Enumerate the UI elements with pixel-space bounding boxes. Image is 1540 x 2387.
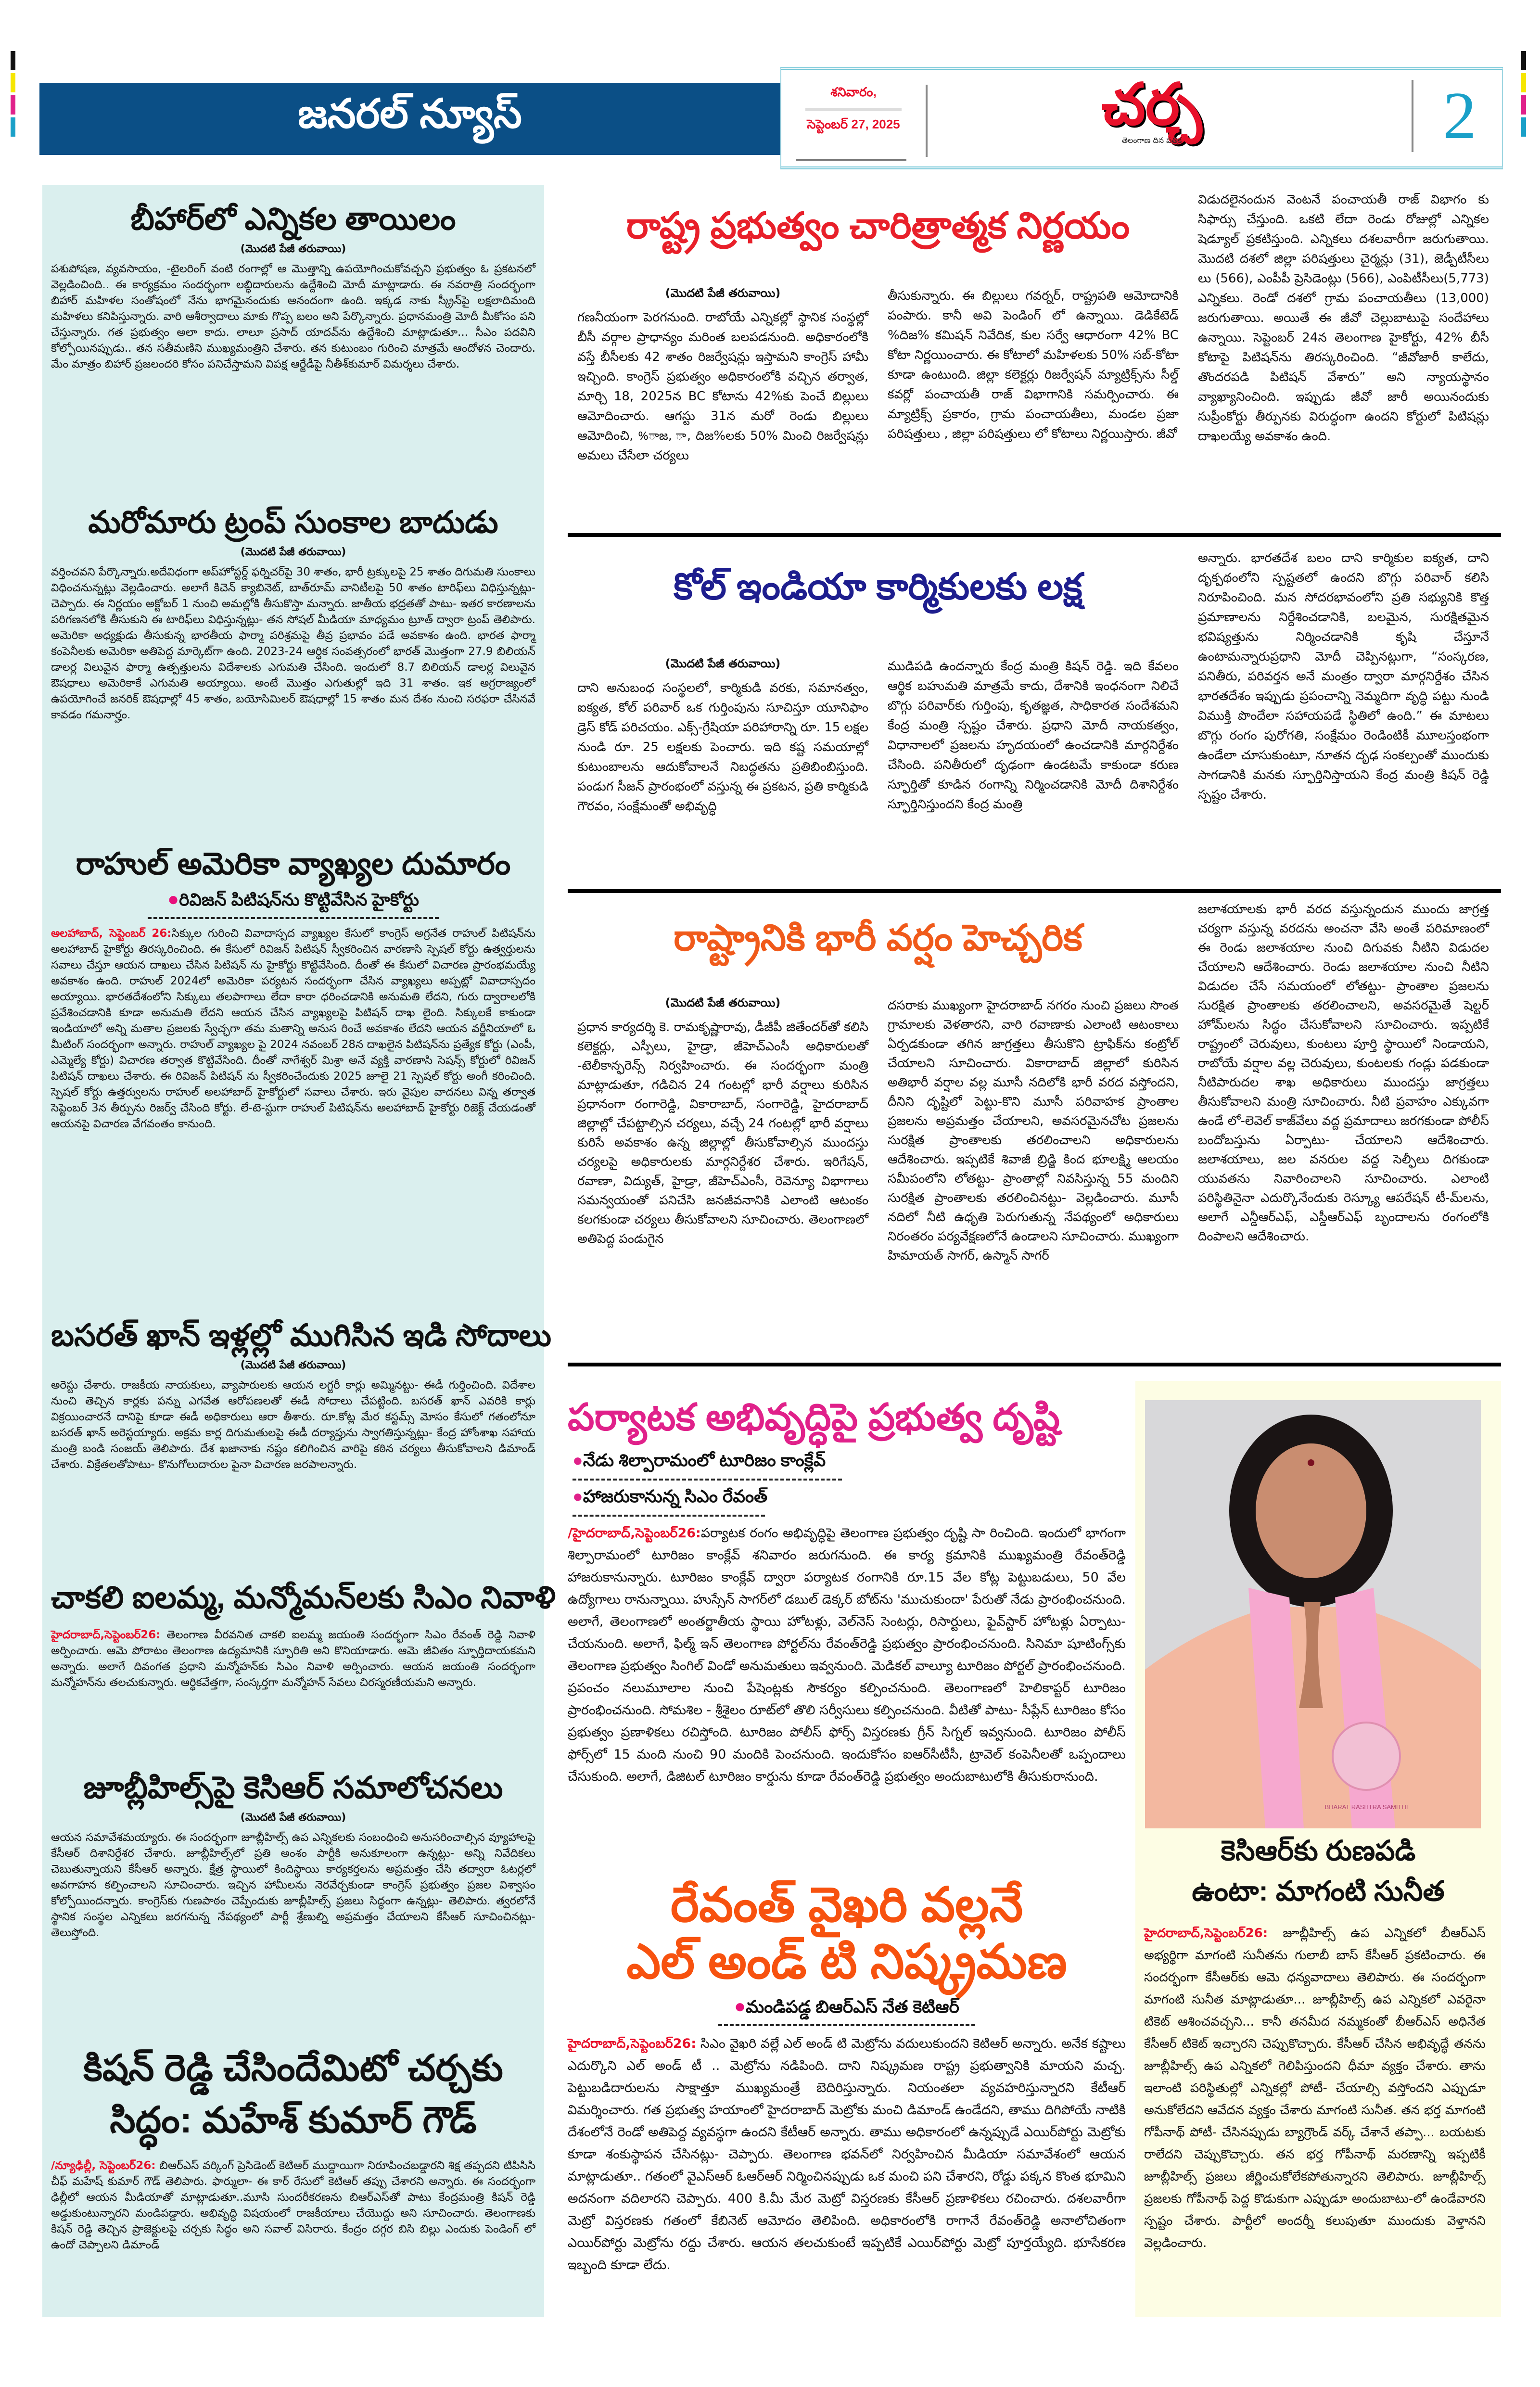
article-jubilee-hills-kcr [51,1768,535,1941]
article-column-1: దాని అనుబంధ సంస్థలలో, కార్మికుడి వరకు, సమానత్వం, ఐక్యత, కోల్ పరివార్ ఒక గుర్తింపును సూచిస్తూ యూనిఫాం డ్రెస్ కోడ్ పరిచయం. ఎక్స్-గ్రేషియా పరిహారాన్ని రూ. 15 లక్షల నుండి రూ. 25 లక్షలకు పెంచారు. ఇది కష్ట సమయాల్లో కుటుంబాలను ఆదుకోవాలనే నిబద్ధతను ప్రతిబింబిస్తుంది. పండుగ సీజన్ ప్రారంభంలో వస్తున్న ఈ ప్రకటన, ప్రతి కార్మికుడి గౌరవం, సంక్షేమంతో అభివృద్ధి [577,681,868,814]
body-text: పర్యాటక రంగం అభివృద్ధిపై తెలంగాణ ప్రభుత్వం దృష్టి సా రించింది. ఇందులో భాగంగా శిల్పారామంలో టూరిజం కాంక్లేవ్ శనివారం జరుగనుంది. ఈ కార్య క్రమానికి ముఖ్యమంత్రి రేవంత్‌రెడ్డి హాజరుకానున్నారు. టూరిజం కాంక్లేవ్ ద్వారా పర్యాటక రంగానికి రూ.15 వేల కోట్ల పెట్టుబడులు, 50 వేల ఉద్యోగాలు రానున్నాయి. హుస్సేన్ సాగర్‌లో డబుల్ డెక్కర్ బోట్‌ను 'ముచుకుందా' పేరుతో నేడు ప్రారంభించనుంది. అలాగే, తెలంగాణలో అంతర్జాతీయ స్థాయి హోటళ్లు, వెల్‌నెస్ సెంటర్లు, రిసార్టులు, ఫైవ్‌స్టార్ హోటళ్లు ఏర్పాటు- చేయనుంది. అలాగే, ఫిల్మ్ ఇన్ తెలంగాణ పోర్టల్‌ను రేవంత్‌రెడ్డి ప్రభుత్వం ప్రారంభించనుంది. సినిమా షూటింగ్స్‌కు తెలంగాణ ప్రభుత్వం సింగిల్ విండో అనుమతులు ఇవ్వనుంది. మెడికల్ వాల్యూ టూరిజం పోర్టల్ ప్రారంభించనుంది. ప్రపంచం నలుమూలాల నుంచి పేషెంట్లకు సౌకర్యం కల్పించనుంది. తెలంగాణలో హెలికాప్టర్ టూరిజం ప్రారంభించనుంది. సోమశిల - శ్రీశైలం రూట్‌లో తొలి సర్వీసులు కల్పించనుంది. వీటితో పాటు- సీప్లేన్ టూరిజం కోసం ప్రభుత్వం ప్రణాళికలు రచిస్తోంది. టూరిజం పోలీస్ ఫోర్స్ విస్తరణకు గ్రీన్ సిగ్నల్ ఇవ్వనుంది. టూరిజం పోలీస్ ఫోర్స్‌లో 15 మంది నుంచి 90 మందికి పెంచనుంది. ఇందుకోసం ఐఆర్‌సీటీసీ, ట్రావెల్ కంపెనీలతో ఒప్పందాలు చేసుకుంది. అలాగే, డిజిటల్ టూరిజం కార్డును కూడా రేవంత్‌రెడ్డి ప్రభుత్వం అందుబాటులోకి తీసుకురానుంది. [568,1526,1126,1784]
subheadline [568,1996,1126,2021]
article-body [51,926,535,1132]
bullet-point [573,1486,1126,1511]
divider [568,889,1501,893]
continued-label: (మొదటి పేజీ తరువాయి) [665,996,781,1009]
logo-tagline: తెలంగాణ దిన పత్రిక [1121,136,1182,145]
article-kishan-reddy [51,2042,535,2253]
headline: రాహుల్ అమెరికా వ్యాఖ్యల దుమారం [76,846,511,881]
divider [573,1515,765,1517]
dateline: హైదరాబాద్,సెప్టెంబర్26: [568,2036,696,2051]
article-tourism [568,1391,1126,1788]
headline-line-2: ఉంటా: మాగంటి సునీత [1192,1876,1445,1907]
body-text: తెలంగాణ వీరవనిత చాకలి ఐలమ్మ జయంతి సందర్భంగా సిఎం రేవంత్ రెడ్డి నివాళి అర్పించారు. ఆమె పోరాటం తెలంగాణ ఉద్యమానికి స్ఫూరితి అని కొనియాడారు. ఆమె జీవితం స్ఫూర్తిదాయకమని అన్నారు. అలాగే దివంగత ప్రధాని మన్మోహన్‌కు సిఎం నివాళి అర్పించారు. ఆయన జయంతి సందర్భంగా మన్మోహన్‌ను తలచుకున్నారు. ఆర్థికవేత్తగా, సంస్కర్తగా మన్మోహన్ సేవలు చిరస్మరణీయమని అన్నారు. [51,1629,535,1689]
headline: జూబ్లీహిల్స్‌పై కెసిఆర్ సమాలోచనలు [83,1770,503,1805]
body-text: సిఎం వైఖరి వల్లే ఎల్ అండ్ టి మెట్రోను వదులుకుందని కెటిఆర్ అన్నారు. అనేక కష్టాలు ఎదుర్కొని ఎల్ అండ్ టీ .. మెట్రోను నడిపింది. దాని నిష్క్రమణ రాష్ట్ర ప్రభుత్వానికి మాయని మచ్చ. పెట్టుబడిదారులను సాక్షాత్తూ ముఖ్యమంత్రే బెదిరిస్తున్నారు. నియంతలా వ్యవహరిస్తున్నారని కేటీఆర్ విమర్శించారు. గత ప్రభుత్వ హయాంలో హైదరాబాద్ మెట్రోకు మంచి డిమాండ్ ఉండేదని, తాము దిగిపోయే నాటికి దేశంలోనే రెండో అతిపెద్ద వ్యవస్థగా ఉందని కేటీఆర్ అన్నారు. తాము అధికారంలో ఉన్నప్పుడే ఎయిర్‌పోర్టు మెట్రోకు కూడా శంకుస్థాపన చేసినట్లు- చెప్పారు. తెలంగాణ భవన్‌లో నిర్వహించిన మీడియా సమావేశంలో ఆయన మాట్లాడుతూ.. గతంలో వైఎస్ఆర్ ఓఆర్ఆర్ నిర్మించినప్పుడు ఒక మంచి పని చేశారని, రోడ్డు పక్కన కొంత భూమిని అదనంగా వదిలారని చెప్పారు. 400 కి.మీ మేర మెట్రో విస్తరణకు కేసీఆర్ ప్రణాళికలు రచించారు. దశలవారీగా మెట్రో విస్తరణకు గతంలో కేబినెట్ ఆమోదం తెలిపింది. అధికారంలోకి రాగానే రేవంత్‌రెడ్డి అనాలోచితంగా ఎయిర్‌పోర్టు మెట్రోను రద్దు చేశారు. ఆయన తలచుకుంటే ఇప్పటికే ఎయిర్‌పోర్టు మెట్రో పూర్తయ్యేది. భూసేకరణ ఇబ్బంది కూడా లేదు. [568,2036,1126,2272]
article-body: పశుపోషణ, వ్యవసాయం, -టైలరింగ్ వంటి రంగాల్లో ఆ మొత్తాన్ని ఉపయోగించుకోవచ్చని ప్రభుత్వం ఓ ప్రకటనలో వెల్లడించింది.. ఈ కార్యక్రమం సందర్భంగా లబ్ధిదారులను ఉద్దేశించి మోదీ మాట్లాడారు. ఈ నవరాత్రి సందర్భంగా బిహార్ మహిళల సంతోషంలో నేను భాగమైనందుకు ఆనందంగా ఉంది. ఇక్కడ నాకు స్క్రీన్‌పై లక్షలాదిమంది మహిళలు కనిపిస్తున్నారు. వారి ఆశీర్వాదాలు మాకు గొప్ప బలం అని పేర్కొన్నారు. ప్రధానమంత్రి మోదీ మీకోసం పని చేస్తున్నారు. గత ప్రభుత్వం అలా కాదు. లాలూ ప్రసాద్ యాదవ్‌ను ఉద్దేశించి మాట్లాడుతూ... సీఎం పదవిని కోల్పోయినప్పుడు.. తన సతీమణిని ముఖ్యమంత్రిని చేశారు. తన కుటుంబం గురించి మాత్రమే ఆందోళన చెందారు. మేం మాత్రం బిహార్ ప్రజలందరి కోసం పనిచేస్తామని విపక్ష ఆర్జేడీపై నీతీశ్‌కుమార్ విమర్శలు చేశారు. [51,263,535,370]
continued-label: (మొదటి పేజీ తరువాయి) [240,1812,346,1824]
divider [805,108,902,111]
article-column-3: విడుదలైనందున వెంటనే పంచాయతీ రాజ్ విభాగం కు సిఫార్సు చేస్తుంది. ఒకటి లేదా రెండు రోజుల్లో ఎన్నికల షెడ్యూల్ ప్రకటిస్తుంది. ఎన్నికలు దశలవారీగా జరుగుతాయి. మొదటి దశలో జిల్లా పరిషత్తులు చైర్మన్లు (31), జెడ్పీటీసీలు లు (566), ఎంపీపీ ప్రెసిడెంట్లు (566), ఎంపిటీసీలు(5,773) ఎన్నికలు. రెండో దశలో గ్రామ పంచాయతీలు (13,000) జరుగుతాయి. అయితే ఈ జీవో చెల్లుబాటుపై సందేహాలు ఉన్నాయి. సెప్టెంబర్ 24న తెలంగాణ హైకోర్టు, 42% బీసీ కోటాపై పిటిషన్‌ను తిరస్కరించింది. “జీవోజారీ కాలేదు, తొందరపడి పిటిషన్ వేశారు” అని న్యాయస్థానం వ్యాఖ్యానించింది. ఇప్పుడు జీవో జారీ అయినందుకు సుప్రీంకోర్టు తీర్పునకు విరుద్ధంగా ఉందని కోర్టులో పిటిషన్లు దాఖలయ్యే అవకాశం ఉంది. [1198,192,1489,444]
bullet-icon: ● [573,1486,583,1506]
divider [926,85,928,157]
body-text: సిక్కుల గురించి వివాదాస్పద వ్యాఖ్యల కేసులో కాంగ్రెస్ అగ్రనేత రాహుల్ పిటిషన్‌ను అలహాబాద్ హైకోర్టు తిరస్కరించింది. ఈ కేసులో రివిజన్ పిటిషన్ స్వీకరించిన వారణాసి స్పెషల్ కోర్టు ఉత్వర్తులను సవాలు చేస్తూ ఆయన దాఖలు చేసిన పిటిషన్ ను హైకోర్టు కొట్టివేసింది. దీంతో ఈ కేసులో విచారణ ప్రారంభమయ్యే అవకాశం ఉంది. రాహుల్ 2024లో అమెరికా పర్యటన సందర్భంగా చేసిన వ్యాఖ్యలు అప్పట్లో వివాదాస్పదం అయ్యాయి. భారతదేశంలోని సిక్కులు తలపాగాలు లేదా కారా ధరించడానికి అనుమతి లేదని, గురు ద్వారాలలోకి ప్రవేశించడానికి కూడా అనుమతి లేదని ఆయన చేసిన వ్యాఖ్యలపై పిటిషన్ దాఖ లైంది. సిక్కులకే కాకుండా ఇండియాలో అన్ని మతాల ప్రజలకు స్వేచ్ఛగా తమ మతాన్ని అనుస రించే అవకాశం లేదని ఆయన వర్జీనియాలో ఓ మీటింగ్ సందర్భంగా అన్నారు. రాహుల్ వ్యాఖ్యల పై 2024 నవంబర్ 28న దాఖలైన పిటిషన్‌ను ప్రత్యేక కోర్టు (ఎంపీ, ఎమ్మెల్యే కోర్టు) విచారణ తర్వాత కొట్టివేసింది. దీంతో నాగేశ్వర్ మిశ్రా అనే వ్యక్తి వారణాసి సెషన్స్ కోర్టులో రివిజన్ పిటిషన్ దాఖలు చేశారు. ఈ రివిజన్ పిటిషన్ ను స్వీకరించేందుకు 2025 జూలై 21 స్పెషల్ కోర్టు అంగీ కరించింది. స్పెషల్ కోర్టు ఉత్తర్వులను రాహుల్ అలహాబాద్ హైకోర్టులో సవాలు చేశారు. ఇరు వైపుల వాదనలు విన్న తర్వాత సెప్టెంబర్ 3న తీర్పును రిజర్వ్ చేసింది కోర్టు. లే-టె-స్టుగా రాహుల్ పిటిషన్‌ను అలహాబాద్ హైకోర్టు రిజెక్ట్ చేయడంతో ఆయనపై విచారణ వేగవంతం కానుంది. [51,927,535,1130]
article-body: వర్తించవని పేర్కొన్నారు.అదేవిధంగా అప్‌హోస్టర్డ్ ఫర్నిచర్‌పై 30 శాతం, భారీ ట్రక్కులపై 25 శాతం దిగుమతి సుంకాలు విధించనున్నట్లు వెల్లడించారు. అలాగే కిచెన్ క్యాబినెట్, బాత్‌రూమ్ వానిటీలపై 50 శాతం టారిఫ్‌లు విధిస్తున్నట్లు- చెప్పారు. ఈ నిర్ణయం అక్టోబర్ 1 నుంచి అమల్లోకి తీసుకొస్తా మన్నారు. జాతీయ భద్రతతో పాటు- ఇతర కారణాలను పరిగణనలోకి తీసుకుని ఈ టారిఫ్‌లు విధిస్తున్నట్లు- తన సోషల్ మీడియా మాధ్యమం ట్రూత్ ద్వారా ట్రంప్ తెలిపారు. అమెరికా అధ్యక్షుడు తీసుకున్న భారతీయ ఫార్మా పరిశ్రమపై తీవ్ర ప్రభావం పడే అవకాశం ఉంది. భారత ఫార్మా కంపెనీలకు అమెరికా అతిపెద్ద మార్కెట్‌గా ఉంది. 2023-24 ఆర్థిక సంవత్సరంలో భారత్ మొత్తంగా 27.9 బిలియన్ డాలర్ల విలువైన ఫార్మా ఉత్పత్తులను విదేశాలకు ఎగుమతి చేసింది. ఇందులో 8.7 బిలియన్ డాలర్ల విలువైన ఔషధాలు అమెరికాకే ఎగుమతి అయ్యాయి. అంటే మొత్తం ఎగుతుల్లో ఇది 31 శాతం. ఇక అగ్రరాజ్యంలో ఉపయోగించే జనరిక్ ఔషధాల్లో 45 శాతం, బయోసిమిలర్ ఔషధాల్లో 15 శాతం మన దేశం నుంచి సరఫరా చేసినవే కావడం గమనార్హం. [51,566,535,721]
headline-line-1: కిషన్ రెడ్డి చేసిందేమిటో చర్చకు [83,2048,503,2089]
continued-label: (మొదటి పేజీ తరువాయి) [665,286,781,300]
registration-mark-right [1520,48,1527,140]
bullet-icon: ● [167,889,179,910]
continued-label: (మొదటి పేజీ తరువాయి) [240,243,346,255]
headline: కోల్ ఇండియా కార్మికులకు లక్ష [674,566,1082,607]
dateline: /న్యూఢిల్లీ, సెప్టెంబర్26: [51,2159,156,2172]
article-coal-india [577,549,1491,885]
article-column-3: జలాశయాలకు భారీ వరద వస్తున్నందున ముందు జాగ్రత్త చర్యగా వస్తున్న వరదను అంచనా వేసి అంతే పరిమాణంలో ఈ రెండు జలాశయాల నుంచి దిగువకు నీటిని విడుదల చేయాలని ఆదేశించారు. రెండు జలాశయాల నుంచి నీటిని విడుదల చేసే సమయంలో లోతట్టు- ప్రాంతాల ప్రజలను సురక్షిత ప్రాంతాలకు తరలించాలని, అవసరమైతే షెల్టర్ హోమ్‌లను సిద్ధం చేసుకోవాలని సూచించారు. ఇప్పటికే రాష్ట్రంలో చెరువులు, కుంటలు పూర్తి స్థాయిలో నిండాయని, రాబోయే వర్షాల వల్ల చెరువులు, కుంటలకు గండ్లు పడకుండా నీటిపారుదల శాఖ అధికారులు ముందస్తు జాగ్రత్తలు తీసుకోవాలని మంత్రి సూచించారు. నీటి ప్రవాహం ఎక్కువగా ఉండే లో-లెవెల్ కాజ్‌వేలు వద్ద ప్రమాదాలు జరగకుండా పోలీస్ బందోబస్తును ఏర్పాటు- చేయాలని ఆదేశించారు. జలాశయాలు, జల వనరుల వద్ద సెల్ఫీలు దిగకుండా యువతను నివారించాలని సూచించారు. ఎలాంటి పరిస్థితినైనా ఎదుర్కొనేందుకు రెస్క్యూ ఆపరేషన్ టీ-మ్‌లను, అలాగే ఎన్డీఆర్‌ఎఫ్, ఎస్డీఆర్‌ఎఫ్ బృందాలను రంగంలోకి దింపాలని ఆదేశించారు. [1198,902,1489,1244]
body-text: బిఆర్ఎస్ వర్కింగ్ ప్రెసిడెంట్ కెటిఆర్ ముద్దాయిగా నిరూపించబడ్డారని శిక్ష తప్పదని టిపిసిసి చీఫ్ మహేష్ కుమార్ గౌడ్ తెలిపారు. ఫార్ములా- ఈ కార్ రేసులో కెటిఆర్ తప్పు చేశారని అన్నారు. ఈ సందర్భంగా ఢిల్లీలో ఆయన మీడియాతో మాట్లాడుతూ..మూసి సుందరీకరణను బిఆర్ఎస్‌తో పాటు కేంద్రమంత్రి కిషన్ రెడ్డి అడ్డుకుంటున్నారని మండిపడ్డారు. అభివృద్ధి విషయంలో రాజకీయాలు చేయొద్దు అని సూచించారు. తెలంగాణకు కిషన్ రెడ్డి తెచ్చిన ప్రాజెక్టులపై చర్చకు సిద్ధం అని సవాల్ విసిరారు. కేంద్రం దగ్గర బిసి బిల్లు ఎందుకు పెండింగ్ లో ఉందో చెప్పాలని డిమాండ్ [51,2159,535,2251]
left-column [42,185,556,2317]
article-body [568,2033,1126,2276]
article-column-2: తీసుకున్నారు. ఈ బిల్లులు గవర్నర్, రాష్ట్రపతి ఆమోదానికి పంపారు. కానీ అవి పెండింగ్ లో ఉన్నాయి. డెడికేటెడ్ %దిజ% కమిషన్ నివేదిక, కుల సర్వే ఆధారంగా 42% BC కోటా నిర్ణయించారు. ఈ కోటాలో మహిళలకు 50% సబ్-కోటా కూడా ఉంటుంది. జిల్లా కలెక్టర్లు రిజర్వేషన్ మ్యాట్రిక్స్‌ను సీల్డ్ కవర్లో పంచాయతీ రాజ్ విభాగానికి సమర్పించారు. ఈ మ్యాట్రిక్స్ ప్రకారం, గ్రామ పంచాయతీలు, మండల ప్రజా పరిషత్తులు , జిల్లా పరిషత్తులు లో కోటాలు నిర్ణయిస్తారు. జీవో [888,289,1179,441]
portrait-photo [1145,1400,1481,1828]
article-body: అరెస్టు చేశారు. రాజకీయ నాయకులు, వ్యాపారులకు ఆయన లగ్జరీ కార్లు అమ్మినట్టు- ఈడీ గుర్తించింది. విదేశాల నుంచి తెచ్చిన కార్లకు పన్ను ఎగవేత ఆరోపణలతో ఈడీ సోదాలు చేపట్టింది. బసరత్ ఖాన్ ఎవరికి కార్లు విక్రయించారనే దానిపై కూడా ఈడీ అధికారులు ఆరా తీశారు. రూ.కోట్ల మేర కస్టమ్స్ మోసం కేసులో గతంలోనూ బసరత్ ఖాన్ అరెస్టయ్యారు. అక్రమ కార్ల దిగుమతులపై ఈడీ దర్యాప్తును స్వాగతిస్తున్నట్లు- కేంద్ర హోంశాఖ సహాయ మంత్రి బండి సంజయ్ తెలిపారు. దేశ ఖజానాకు నష్టం కలిగించిన వారిపై కఠిన చర్యలు తీసుకోవాలని డిమాండ్ చేశారు. విక్రేతలతోపాటు- కొనుగోలుదారుల పైనా విచారణ జరపాలన్నారు. [51,1379,535,1471]
headline: బసరత్ ఖాన్ ఇళ్లల్లో ముగిసిన ఇడి సోదాలు [51,1318,552,1353]
divider [568,1363,1501,1366]
divider [796,159,906,161]
divider [148,917,438,919]
divider [718,2024,975,2026]
continued-label: (మొదటి పేజీ తరువాయి) [240,546,346,558]
article-body [568,1522,1126,1788]
masthead [780,67,1503,169]
headline: రాష్ట్ర ప్రభుత్వం చారిత్రాత్మక నిర్ణయం [626,205,1130,246]
logo-text: చర్చ [1101,72,1202,137]
photo-logo-text: BHARAT RASHTRA SAMITHI [1324,1803,1408,1811]
headline: చాకలి ఐలమ్మ, మన్మోమన్‌లకు సిఎం నివాళి [51,1580,556,1615]
headline-line-1: కెసిఆర్‌కు రుణపడి [1221,1835,1416,1866]
subheadline-text: రివిజన్ పిటిషన్‌ను కొట్టివేసిన హైకోర్టు [179,890,419,909]
article-body [51,1627,535,1691]
dateline: /హైదరాబాద్,సెప్టెంబర్26: [568,1526,701,1541]
article-column-2: దసరాకు ముఖ్యంగా హైదరాబాద్ నగరం నుంచి ప్రజలు సొంత గ్రామాలకు వెళతారని, వారి రవాణాకు ఎలాంటి ఆటంకాలు ఏర్పడకుండా తగిన జాగ్రత్తలు తీసుకొని ట్రాఫిక్‌ను కంట్రోల్ చేయాలని సూచించారు. వికారాబాద్ జిల్లాలో కురిసిన అతిభారీ వర్షాల వల్ల మూసీ నదిలోకి భారీ వరద వస్తోందని, దీనిని దృష్టిలో పెట్టు-కొని మూసీ పరివాహక ప్రాంతాల ప్రజలను అప్రమత్తం చేయాలని, అవసరమైనచోట ప్రజలను సురక్షిత ప్రాంతాలకు తరలించాలని అధికారులను ఆదేశించారు. ఇప్పటికే శివాజీ బ్రిడ్జి కింద భూలక్ష్మి ఆలయం సమీపంలోని లోతట్టు- ప్రాంతాల్లో నివసిస్తున్న 55 మందిని సురక్షిత ప్రాంతాలకు తరలించినట్టు- వెల్లడించారు. మూసీ నదిలో నీటి ఉధృతి పెరుగుతున్న నేపథ్యంలో అధికారులు నిరంతరం పర్యవేక్షణలోనే ఉండాలని సూచించారు. ముఖ్యంగా హిమాయత్ సాగర్, ఉస్మాన్ సాగర్ [888,998,1179,1263]
body-text: జూబ్లీహిల్స్ ఉప ఎన్నికలో బీఆర్ఎస్ అభ్యర్థిగా మాగంటి సునీతను గులాబీ బాస్ కేసీఆర్ ప్రకటించారు. ఈ సందర్భంగా కేసీఆర్‌కు ఆమె ధన్యవాదాలు తెలిపారు. ఈ సందర్భంగా మాగంటి సునీత మాట్లాడుతూ... జూబ్లీహిల్స్ ఉప ఎన్నికలో ఎవరైనా టికెట్ ఆశించవచ్చని... కానీ తనమీద నమ్మకంతో బీఆర్ఎస్ అధినేత కేసీఆర్ టికెట్ ఇచ్చారని చెప్పుకొచ్చారు. కేసీఆర్ చేసిన అభివృద్ధే తనను జూబ్లీహిల్స్ ఉప ఎన్నికలో గెలిపిస్తుందని ధీమా వ్యక్తం చేశారు. తాను ఇలాంటి పరిస్థితుల్లో ఎన్నికల్లో పోటీ- చేయాల్సి వస్తోందని ఎప్పుడూ అనుకోలేదని ఆవేదన వ్యక్తం చేశారు మాగంటి సునీత. తన భర్త మాగంటి గోపీనాథ్ పోటీ- చేసినప్పుడు బ్యాగ్రౌండ్ వర్క్ చేశానే తప్పా... బయటకు రాలేదని చెప్పుకొచ్చారు. తన భర్త గోపీనాథ్ మరణాన్ని ఇప్పటికీ జూబ్లీహిల్స్ ప్రజలు జీర్ణించుకోలేకపోతున్నారని తెలిపారు. జూబ్లీహిల్స్ ప్రజలకు గోపీనాథ్ పెద్ద కొడుకుగా ఎప్పుడూ అందుబాటు-లో ఉండేవారని స్పష్టం చేశారు. పార్టీలో అందర్నీ కలుపుతూ ముందుకు వెళ్తానని వెల్లడించారు. [1144,1926,1486,2250]
section-title: జనరల్ న్యూస్ [298,91,522,136]
day-label: శనివారం, [830,85,877,99]
article-column-1: ప్రధాన కార్యదర్శి కె. రామకృష్ణారావు, డీజీపీ జితేందర్‌తో కలిసి కలెక్టర్లు, ఎస్పీలు, హైడ్రా, జీహెచ్‌ఎంసీ అధికారులతో -టెలీకాన్ఫరెన్స్ నిర్వహించారు. ఈ సందర్భంగా మంత్రి మాట్లాడుతూ, గడిచిన 24 గంటల్లో భారీ వర్షాలు కురిసిన ప్రధానంగా రంగారెడ్డి, వికారాబాద్, సంగారెడ్డి, హైదరాబాద్ జిల్లాల్లో చేపట్టాల్సిన చర్యలు, వచ్చే 24 గంటల్లో భారీ వర్షాలు కురిసే అవకాశం ఉన్న జిల్లాల్లో తీసుకోవాల్సిన ముందస్తు చర్యలపై అధికారులకు మార్గనిర్దేశర చేశారు. ఇరిగేషన్, రవాణా, విద్యుత్, హైడ్రా, జీహెచ్‌ఎంసీ, రెవెన్యూ విభాగాలు సమన్వయంతో పనిచేసి జనజీవనానికి ఎలాంటి ఆటంకం కలగకుండా చర్యలు తీసుకోవాలని సూచించారు. తెలంగాణలో అతిపెద్ద పండుగైన [577,1020,868,1246]
article-bc-reservation [577,190,1491,527]
bullet-icon: ● [734,1996,746,2017]
article-rahul [51,844,535,1132]
page-number: 2 [1443,78,1476,153]
headline-line-2: సిద్ధం: మహేశ్ కుమార్ గౌడ్ [110,2100,477,2141]
dateline: అలహాబాద్, సెప్టెంబర్ 26: [51,927,172,940]
article-chakali-ilamma [51,1578,556,1691]
article-maganti-sunitha [1135,1381,1501,2317]
headline: రాష్ట్రానికి భారీ వర్షం హెచ్చరిక [674,918,1082,958]
article-column-2: ముడిపడి ఉందన్నారు కేంద్ర మంత్రి కిషన్ రెడ్డి. ఇది కేవలం ఆర్థిక బహుమతి మాత్రమే కాదు, దేశానికి ఇంధనంగా నిలిచే బొగ్గు పరివార్‌కు గుర్తింపు, కృతజ్ఞత, సాధికారత సందేశమని కేంద్ర మంత్రి స్పష్టం చేశారు. ప్రధాని మోదీ నాయకత్వం, విధానాలలో ప్రజలను హృదయంలో ఉంచడానికి మార్గనిర్దేశం చేసింది. పనితీరులో దృఢంగా ఉండటమే కాకుండా కరుణ స్ఫూర్తితో కూడిన రంగాన్ని నిర్మించడానికి మోదీ దిశానిర్దేశం స్ఫూర్తినిస్తుందని కేంద్ర మంత్రి [888,659,1179,812]
subheadline [51,889,535,914]
article-column-1: గణనీయంగా పెరగనుంది. రాబోయే ఎన్నికల్లో స్థానిక సంస్థల్లో బీసీ వర్గాల ప్రాధాన్యం మరింత బలపడనుంది. అధికారంలోకి వస్తే బీసీలకు 42 శాతం రిజర్వేషన్లు ఇస్తామని కాంగ్రెస్ హామీ ఇచ్చింది. కాంగ్రెస్ ప్రభుత్వం అధికారంలోకి వచ్చిన తర్వాత, మార్చి 18, 2025న BC కోటాను 42%కు పెంచే బిల్లులు ఆమోదించారు. ఆగస్టు 31న మరో రెండు బిల్లులు ఆమోదించి, %ాజ, ా, దిజ%లకు 50% మించి రిజర్వేషన్లు అమలు చేసేలా చర్యలు [577,310,868,463]
article-l-and-t-exit [568,1876,1126,2276]
article-body [51,2158,535,2253]
headline-line-2: ఎల్ అండ్ టి నిష్క్రమణ [626,1935,1067,1989]
article-bihar [51,200,535,372]
article-trump-tariffs [51,503,535,723]
registration-mark-left [10,48,16,140]
divider [573,1479,842,1481]
bullet-text: హాజరుకానున్న సిఎం రేవంత్ [583,1486,768,1506]
headline: పర్యాటక అభివృద్ధిపై ప్రభుత్వ దృష్టి [568,1396,1060,1438]
headline [1140,1831,1496,1912]
bullet-text: నేడు శిల్పారామంలో టూరిజం కాంక్లేవ్ [583,1450,826,1470]
dateline: హైదరాబాద్,సెప్టెంబర్26: [51,1629,161,1641]
headline: బీహార్‌లో ఎన్నికల తాయిలం [130,202,456,236]
article-heavy-rain [577,900,1491,1362]
article-basarat-khan [51,1316,552,1473]
newspaper-logo [1051,73,1253,165]
subheadline-text: మండిపడ్డ బిఆర్ఎస్ నేత కెటిఆర్ [746,1997,960,2017]
continued-label: (మొదటి పేజీ తరువాయి) [665,657,781,670]
headline: మరోమారు ట్రంప్ సుంకాల బాదుడు [88,505,498,539]
date-label: సెప్టెంబర్ 27, 2025 [807,117,900,131]
section-banner [39,83,780,155]
divider [568,533,1501,537]
headline-line-1: రేవంత్ వైఖరి వల్లనే [670,1878,1023,1932]
divider [1412,80,1413,152]
dateline: హైదరాబాద్,సెప్టెంబర్26: [1144,1926,1268,1940]
article-column-3: అన్నారు. భారతదేశ బలం దాని కార్మికుల ఐక్యత, దాని దృక్పథంలోని స్పష్టతలో ఉందని బొగ్గు పరివార్ కలిసి నిరూపించింది. మన సోదరభావంలోని ప్రతి సభ్యునికి కొత్త ప్రమాణాలను నిర్దేశించడానికి, బలమైన, సురక్షితమైన భవిష్యత్తును నిర్మించడానికి కృషి చేస్తూనే ఉంటామన్నారుప్రధాని మోదీ చెప్పినట్లుగా, “సంస్కరణ, పనితీరు, పరివర్తన అనే మంత్రం ద్వారా మార్గనిర్దేశం చేసిన భారతదేశం ఇప్పుడు ప్రపంచాన్ని నెమ్మదిగా వృద్ధి పట్టు నుండి విముక్తి పొందేలా సహాయపడే స్థితిలో ఉంది.” ఈ మాటలు బొగ్గు రంగం పురోగతి, సంక్షేమం రెండింటికీ మూలస్తంభంగా ఉండేలా చూసుకుంటూ, నూతన దృఢ సంకల్పంతో ముందుకు సాగడానికి మనకు స్ఫూర్తినిస్తాయని కేంద్ర మంత్రి కిషన్ రెడ్డి స్పష్టం చేశారు. [1198,551,1489,802]
article-body: ఆయన సమావేశమయ్యారు. ఈ సందర్భంగా జూబ్లీహిల్స్ ఉప ఎన్నికలకు సంబంధించి అనుసరించాల్సిన వ్యూహాలపై కేసీఆర్ దిశానిర్దేశర చేశారు. జూబ్లీహిల్స్‌లో ప్రతి అంశం పార్టీకి అనుకూలంగా ఉన్నట్లు- అన్ని నివేదికలు చెబుతున్నాయని కేసీఆర్ అన్నారు. క్షేత్ర స్థాయిలో కిందిస్థాయి కార్యకర్తలను అప్రమత్తం చేసి తద్వారా ఓటర్లలో అవగాహన కల్పించాలని సూచించారు. ఇచ్చిన హామీలను నెరవేర్చకుండా కాంగ్రెస్ ప్రభుత్వం ప్రజల విశ్వాసం కోల్పోయిందన్నారు. కాంగ్రెస్‌కు గుణపాఠం చెప్పేందుకు జూబ్లీహిల్స్ ప్రజలు సిద్ధంగా ఉన్నట్లు- తెలిపారు. త్వరలోనే స్థానిక సంస్థల ఎన్నికలు జరగనున్న నేపథ్యంలో పార్టీ శ్రేణుల్ని అప్రమత్తం చేయాలని కేసీఆర్ సూచించినట్లు- తెలుస్తోంది. [51,1831,535,1939]
article-body [1144,1922,1486,2254]
bullet-icon: ● [573,1450,583,1470]
bullet-point [573,1450,1126,1475]
continued-label: (మొదటి పేజీ తరువాయి) [240,1359,346,1371]
date-block [791,85,916,161]
